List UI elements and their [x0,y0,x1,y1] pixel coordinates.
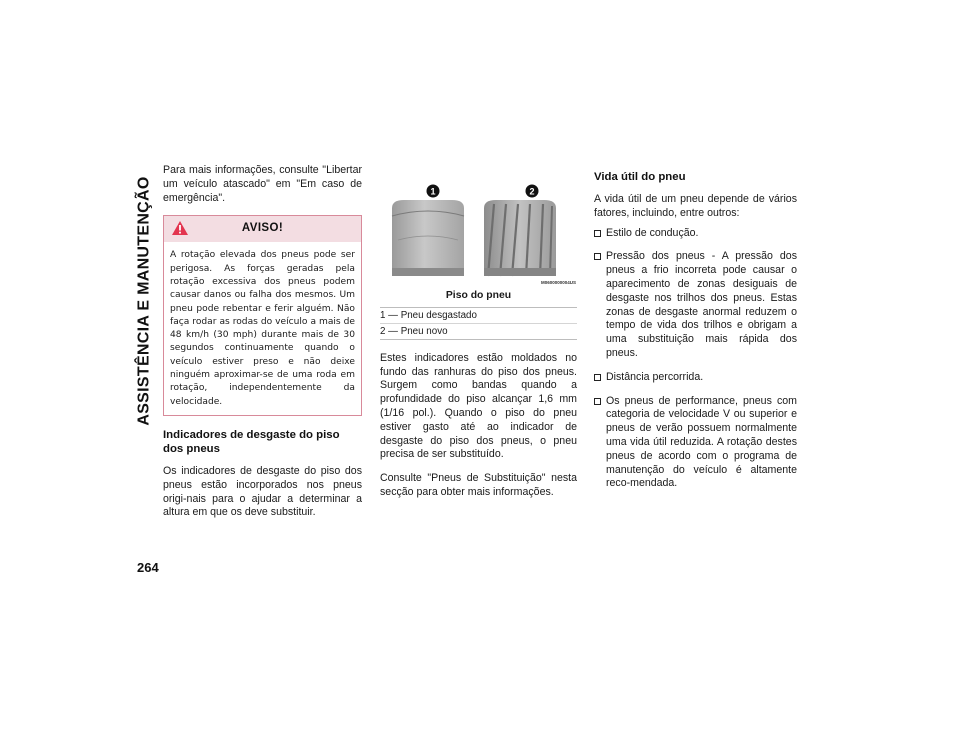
checkbox-bullet-icon [594,253,601,260]
side-section-title [134,176,156,426]
marker-2-label: 2 [529,186,535,197]
tread-indicators-paragraph: Os indicadores de desgaste do piso dos pneus estão incorporados nos pneus origi-nais para o ajudar a determinar a altura em que os deve substituir. [163,464,362,519]
list-item [594,371,797,385]
tire-tread-illustration [380,180,577,285]
list-item-text: Estilo de condução. [606,226,699,239]
tire-life-intro: A vida útil de um pneu depende de vários fatores, incluindo, entre outros: [594,193,797,219]
tire-life-factors-list [594,227,797,492]
marker-2 [526,185,539,198]
warning-title: AVISO! [241,222,284,235]
replacement-reference: Consulte "Pneus de Substituição" nesta secção para obter mais informações. [380,472,577,498]
marker-1 [427,185,440,198]
column-middle [380,180,577,510]
side-section-title-text: ASSISTÊNCIA E MANUTENÇÃO [136,176,154,426]
figure-code: M0600000004US [540,280,576,285]
warning-header [164,216,361,242]
legend-item-worn-tire: 1 — Pneu desgastado [380,309,477,321]
checkbox-bullet-icon [594,374,601,381]
warning-box [163,215,362,416]
new-tire-icon [484,200,556,276]
figure-caption: Piso do pneu [445,290,512,301]
checkbox-bullet-icon [594,230,601,237]
list-item-text: Os pneus de performance, pneus com categoria de velocidade V ou superior e pneus de verão possuem normalmente uma vida útil reduzida. A rotação destes pneus de acordo com o programa de manutenção do veículo é altamente reco-mendada. [606,394,797,490]
checkbox-bullet-icon [594,398,601,405]
section-heading-tread-indicators: Indicadores de desgaste do piso dos pneus [163,428,340,455]
list-item [594,227,797,241]
warning-triangle-icon [171,220,189,236]
tread-indicator-description: Estes indicadores estão moldados no fundo das ranhuras do piso dos pneus. Surgem como bandas quando a profundidade do piso alcançar 1,6 mm (1/16 pol.). Quando o piso do pneu estiver gasto até ao indicador de desgaste do piso dos pneus, o pneu precisa de ser substituído. [380,351,577,461]
list-item [594,250,797,360]
section-heading-tire-life: Vida útil do pneu [594,171,686,183]
tire-tread-figure [380,180,577,285]
marker-1-label: 1 [430,186,436,197]
intro-paragraph: Para mais informações, consulte "Libertar um veículo atascado" em "Em caso de emergência". [163,164,362,204]
worn-tire-icon [392,200,464,276]
list-item-text: Distância percorrida. [606,370,704,383]
warning-body: A rotação elevada dos pneus pode ser perigosa. As forças geradas pela rotação excessiva dos pneus podem causar danos ou falha dos mesmos. Um pneu pode rebentar e ferir alguém. Não faça rodar as rodas do veículo a mais de 48 km/h (30 mph) durante mais de 30 segundos continuamente quando o veículo estiver preso e não deixe ninguém aproximar-se de uma roda em rotação, independentemente da velocidade. [170,250,355,407]
list-item-text: Pressão dos pneus - A pressão dos pneus a frio incorreta pode causar o aparecimento de zonas desiguais de desgaste nos trilhos dos pneus. Estas zonas de desgaste anormal reduzem o tempo de vida dos trilhos e obrigam a uma substituição mais rápida dos pneus. [606,250,797,359]
figure-legend [380,307,577,340]
page-number: 264 [137,560,159,575]
legend-item-new-tire: 2 — Pneu novo [380,323,577,339]
column-right [594,170,797,501]
column-left [163,164,362,530]
list-item [594,395,797,492]
